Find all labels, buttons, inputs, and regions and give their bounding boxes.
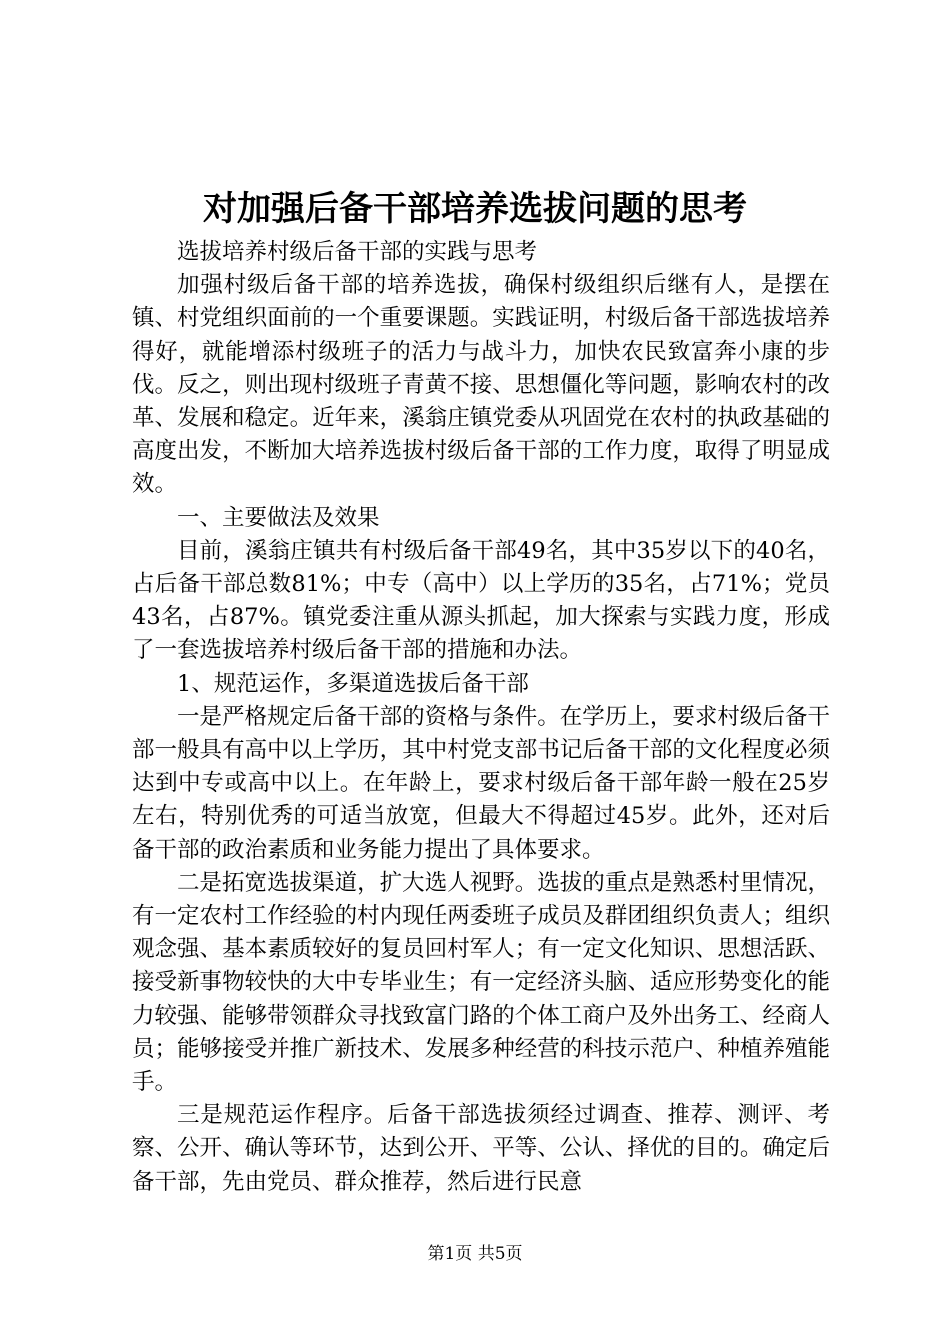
body-paragraph: 目前，溪翁庄镇共有村级后备干部49名，其中35岁以下的40名，占后备干部总数81%；中专（高中）以上学历的35名，占71%；党员43名，占87%。镇党委注重从源头抓起，加大探索与实践力度，形成了一套选拔培养村级后备干部的措施和办法。 [132, 537, 830, 664]
body-paragraph: 二是拓宽选拔渠道，扩大选人视野。选拔的重点是熟悉村里情况，有一定农村工作经验的村内现任两委班子成员及群团组织负责人；组织观念强、基本素质较好的复员回村军人；有一定文化知识、思想活跃、接受新事物较快的大中专毕业生；有一定经济头脑、适应形势变化的能力较强、能够带领群众寻找致富门路的个体工商户及外出务工、经商人员；能够接受并推广新技术、发展多种经营的科技示范户、种植养殖能手。 [132, 869, 830, 1096]
body-paragraph: 一是严格规定后备干部的资格与条件。在学历上，要求村级后备干部一般具有高中以上学历，其中村党支部书记后备干部的文化程度必须达到中专或高中以上。在年龄上，要求村级后备干部年龄一般在25岁左右，特别优秀的可适当放宽，但最大不得超过45岁。此外，还对后备干部的政治素质和业务能力提出了具体要求。 [132, 703, 830, 863]
document-body [132, 236, 830, 1199]
document-title: 对加强后备干部培养选拔问题的思考 [203, 189, 747, 229]
section-heading: 一、主要做法及效果 [177, 504, 380, 531]
body-paragraph: 三是规范运作程序。后备干部选拔须经过调查、推荐、测评、考察、公开、确认等环节，达到公开、平等、公认、择优的目的。确定后备干部，先由党员、群众推荐，然后进行民意 [132, 1102, 830, 1195]
body-paragraph: 加强村级后备干部的培养选拔，确保村级组织后继有人，是摆在镇、村党组织面前的一个重要课题。实践证明，村级后备干部选拔培养得好，就能增添村级班子的活力与战斗力，加快农民致富奔小康的步伐。反之，则出现村级班子青黄不接、思想僵化等问题，影响农村的改革、发展和稳定。近年来，溪翁庄镇党委从巩固党在农村的执政基础的高度出发，不断加大培养选拔村级后备干部的工作力度，取得了明显成效。 [132, 272, 830, 498]
page-number-footer: 第1页 共5页 [427, 1244, 523, 1264]
subsection-heading: 1、规范运作，多渠道选拔后备干部 [177, 670, 529, 697]
subtitle-paragraph: 选拔培养村级后备干部的实践与思考 [177, 239, 538, 265]
